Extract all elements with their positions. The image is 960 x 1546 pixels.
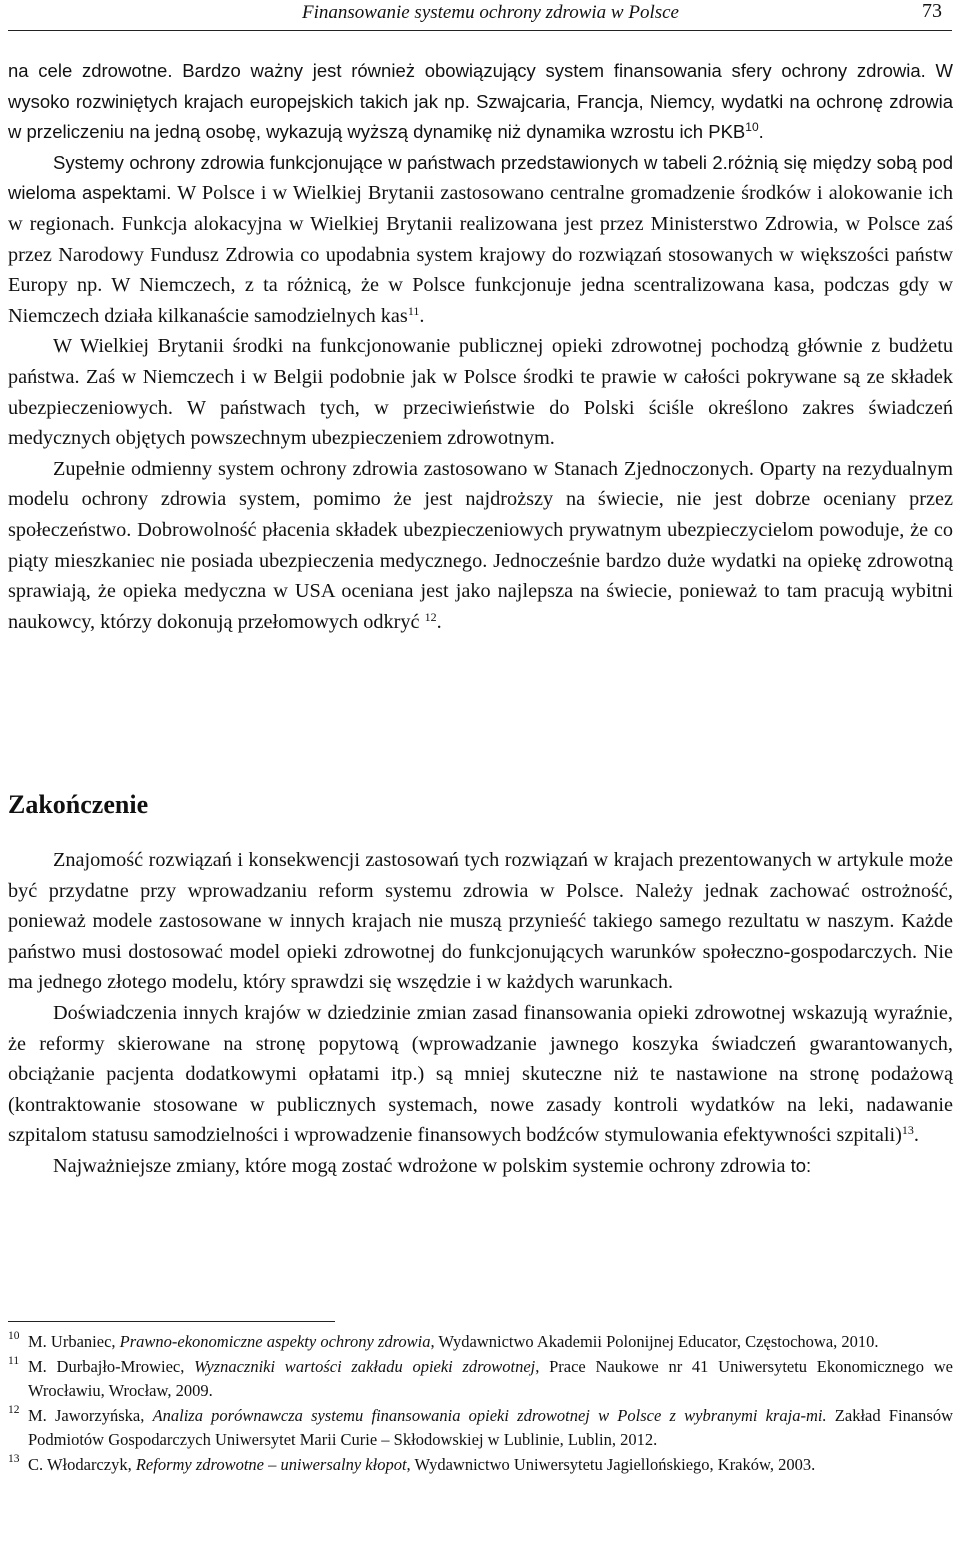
footnote-10: 10 M. Urbaniec, Prawno-ekonomiczne aspekty ochrony zdrowia, Wydawnictwo Akademii Polonijnej Educator, Częstochowa, 2010. bbox=[8, 1330, 953, 1355]
footnote-number: 11 bbox=[8, 1354, 20, 1367]
footnote-12: 12 M. Jaworzyńska, Analiza porównawcza systemu finansowania opieki zdrowotnej w Polsce z wybranymi kraja-mi. Zakład Finansów Podmiotów Gospodarczych Uniwersytet Marii Curie – Skłodowskiej w Lublinie, Lublin, 2012. bbox=[8, 1404, 953, 1453]
footnote-11: 11 M. Durbajło-Mrowiec, Wyznaczniki wartości zakładu opieki zdrowotnej, Prace Naukowe nr 41 Uniwersytetu Ekonomicznego we Wrocławiu, Wrocław, 2009. bbox=[8, 1355, 953, 1404]
footnote-title: Wyznaczniki wartości zakładu opieki zdrowotnej bbox=[194, 1356, 536, 1376]
footnote-number: 13 bbox=[8, 1452, 20, 1465]
footnote-separator bbox=[8, 1321, 335, 1322]
main-text bbox=[8, 56, 953, 637]
footnote-13: 13 C. Włodarczyk, Reformy zdrowotne – uniwersalny kłopot, Wydawnictwo Uniwersytetu Jagiellońskiego, Kraków, 2003. bbox=[8, 1453, 953, 1478]
footnote-title: Prawno-ekonomiczne aspekty ochrony zdrowia bbox=[119, 1332, 431, 1351]
conclusion-text bbox=[8, 845, 953, 1182]
footnote-ref-13[interactable]: 13 bbox=[901, 1123, 914, 1138]
paragraph-2: Systemy ochrony zdrowia funkcjonujące w państwach przedstawionych w tabeli 2.różnią się między sobą pod wieloma aspektami. W Polsce i w Wielkiej Brytanii zastosowano centralne gromadzenie środków i alokowanie ich w regionach. Funkcja alokacyjna w Wielkiej Brytanii realizowana jest przez Ministerstwo Zdrowia, w Polsce zaś przez Narodowy Fundusz Zdrowia co upodabnia system krajowy do rozwiązań stosowanych w większości państw Europy np. W Niemczech, z ta różnicą, że w Polsce funkcjonuje jedna scentralizowana kasa, podczas gdy w Niemczech działa kilkanaście samodzielnych kas$^{11}$. bbox=[8, 151, 954, 327]
to-word: to: bbox=[790, 1154, 812, 1176]
conclusion-paragraph-2: Doświadczenia innych krajów w dziedzinie zmian zasad finansowania opieki zdrowotnej wskazują wyraźnie, że reformy skierowane na stronę popytową (wprowadzanie jawnego koszyka świadczeń gwarantowanych, obciążanie pacjenta dodatkowymi opłatami itp.) są mniej skuteczne niż te nastawione na stronę podażową (kontraktowanie stosowane w publicznych systemach, nowe zasady kontroli wydatków na leki, nadawanie szpitalom statusu samodzielności i wprowadzenie finansowych bodźców stymulowania efektywności szpitali)$^{13}$. bbox=[8, 1001, 953, 1147]
paragraph-4: Zupełnie odmienny system ochrony zdrowia zastosowano w Stanach Zjednoczonych. Oparty na rezydualnym modelu ochrony zdrowia system, pomimo że jest najdroższy na świecie, nie jest dobrze oceniany przez społeczeństwo. Dobrowolność płacenia składek ubezpieczeniowych prywatnym ubezpieczycielom powoduje, że co piąty mieszkaniec nie posiada ubezpieczenia medycznego. Jednocześnie bardzo duże wydatki na opiekę zdrowotną sprawiają, że opieka medyczna w USA oceniana jest jako najlepsza na świecie, ponieważ to tam pracują wybitni naukowcy, którzy dokonują przełomowych odkryć $^{12}$. bbox=[8, 457, 953, 633]
footnote-number: 10 bbox=[8, 1330, 20, 1342]
section-heading: Zakończenie bbox=[8, 790, 149, 819]
footnote-ref-11[interactable]: 11 bbox=[407, 303, 420, 318]
footnote-number: 12 bbox=[8, 1403, 20, 1416]
footnote-ref-10[interactable]: 10 bbox=[745, 120, 759, 135]
paragraph-3: W Wielkiej Brytanii środki na funkcjonowanie publicznej opieki zdrowotnej pochodzą głównie z budżetu państwa. Zaś w Niemczech i w Belgii podobnie jak w Polsce środki te prawie w całości pokrywane są ze składek ubezpieczeniowych. W państwach tych, w przeciwieństwie do Polski ściśle określono zakres świadczeń medycznych objętych powszechnym ubezpieczeniem zdrowotnym. bbox=[8, 335, 953, 450]
footnotes bbox=[8, 1330, 953, 1478]
footnote-ref-12[interactable]: 12 bbox=[424, 609, 437, 624]
footnote-title: Analiza porównawcza systemu finansowania opieki zdrowotnej w Polsce z wybranymi kraja-mi. bbox=[152, 1405, 827, 1425]
running-header bbox=[8, 0, 952, 31]
paragraph-1: na cele zdrowotne. Bardzo ważny jest również obowiązujący system finansowania sfery ochrony zdrowia. W wysoko rozwiniętych krajach europejskich takich jak np. Szwajcaria, Francja, Niemcy, wydatki na ochronę zdrowia w przeliczeniu na jedną osobę, wykazują wyższą dynamikę niż dynamika wzrostu ich PKB$^{10}$. bbox=[8, 60, 953, 143]
running-title: Finansowanie systemu ochrony zdrowia w Polsce bbox=[302, 2, 679, 23]
page-number: 73 bbox=[922, 0, 942, 22]
conclusion-paragraph-1: Znajomość rozwiązań i konsekwencji zastosowań tych rozwiązań w krajach prezentowanych w artykule może być przydatne przy wprowadzaniu reform systemu zdrowia w Polsce. Należy jednak zachować ostrożność, ponieważ modele zastosowane w innych krajach nie muszą przynieść takiego samego rezultatu w naszym. Każde państwo musi dostosować model opieki zdrowotnej do funkcjonujących warunków społeczno-gospodarczych. Nie ma jednego złotego modelu, który sprawdzi się wszędzie i w każdych warunkach. bbox=[8, 849, 953, 994]
footnote-title: Reformy zdrowotne – uniwersalny kłopot bbox=[135, 1454, 407, 1474]
conclusion-paragraph-3: Najważniejsze zmiany, które mogą zostać wdrożone w polskim systemie ochrony zdrowia to: bbox=[53, 1154, 812, 1177]
